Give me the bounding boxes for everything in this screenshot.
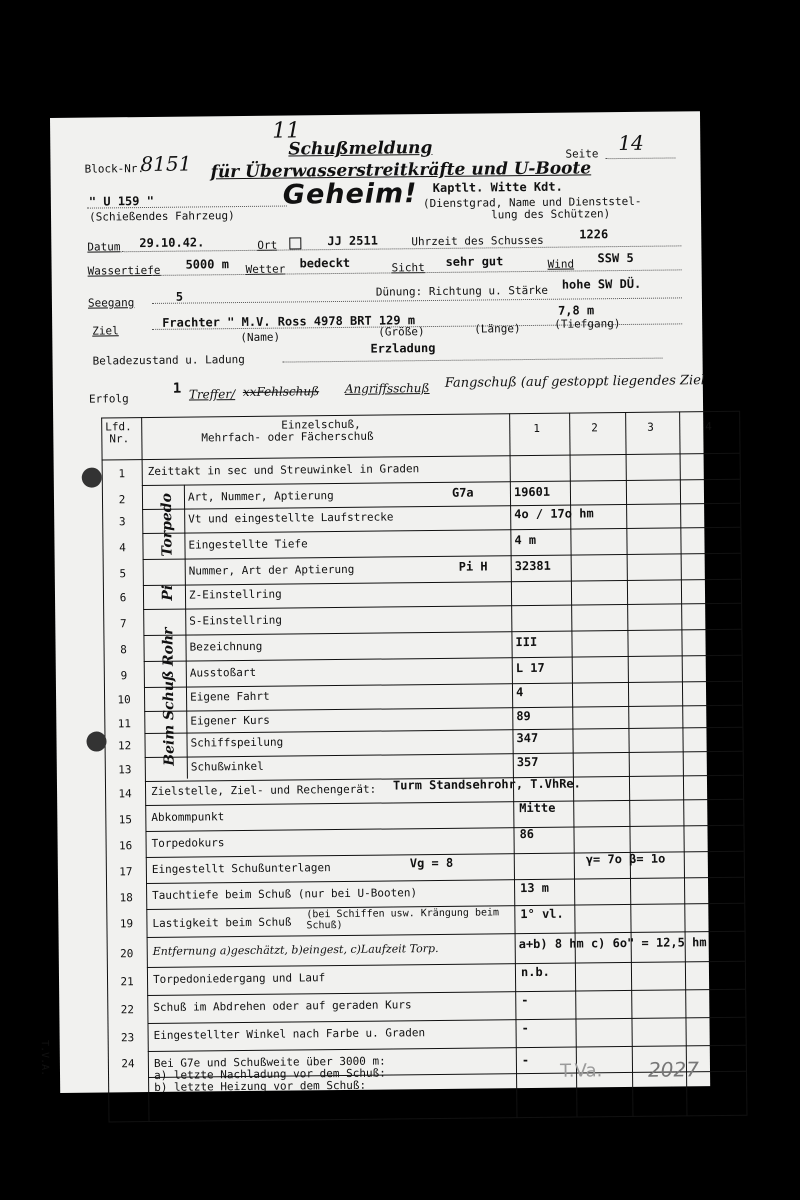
row-24-extra: a) letzte Nachladung vor dem Schuß: xyxy=(153,1066,386,1082)
block-nr-label: Block-Nr. xyxy=(84,162,145,176)
angriffsschuss-label: Angriffsschuß xyxy=(344,381,430,396)
row-3-num: 3 xyxy=(118,515,126,529)
seite-dots xyxy=(605,157,675,159)
officer-caption-2: lung des Schützen) xyxy=(490,207,611,222)
row-5-label: Nummer, Art der Aptierung xyxy=(188,562,355,578)
row-22-value: - xyxy=(521,993,529,1008)
row-3-label: Vt und eingestellte Laufstrecke xyxy=(188,510,394,526)
col-3-header: 3 xyxy=(647,420,654,434)
block-nr-value: 8151 xyxy=(140,151,192,177)
uhrzeit-value: 1226 xyxy=(579,227,609,242)
ziel-tiefgang-value: 7,8 m xyxy=(557,303,595,318)
ziel-label: Ziel xyxy=(92,324,119,338)
seite-label: Seite xyxy=(565,147,599,161)
row-8-num: 8 xyxy=(120,643,127,657)
head-desc1: Einzelschuß, xyxy=(281,417,361,432)
groesse-caption: (Größe) xyxy=(378,325,425,339)
marginal-mark: 11 xyxy=(272,118,301,144)
punch-hole-top xyxy=(82,467,102,487)
beladung-label: Beladezustand u. Ladung xyxy=(92,352,245,368)
fangschuss-label: Fangschuß (auf gestoppt liegendes Ziel xyxy=(444,373,706,391)
row-6-num: 6 xyxy=(119,591,127,605)
ort-label: Ort xyxy=(257,238,278,252)
erfolg-label: Erfolg xyxy=(88,392,129,406)
row-21-num: 21 xyxy=(120,975,134,989)
col-4-header: 4 xyxy=(705,420,712,434)
row-6-label: Z-Einstellring xyxy=(188,587,282,602)
row-2-num: 2 xyxy=(118,493,126,507)
duenung-value: hohe SW DÜ. xyxy=(561,276,642,292)
row-12-value: 347 xyxy=(516,730,539,746)
seite-value: 14 xyxy=(618,130,644,156)
row-22-label: Schuß im Abdrehen oder auf geraden Kurs xyxy=(153,998,412,1014)
seegang-label: Seegang xyxy=(87,296,135,310)
row-1-label: Zeittakt in sec und Streuwinkel in Graden xyxy=(147,462,420,478)
row-5-extra: Pi H xyxy=(458,559,488,574)
row-13-label: Schußwinkel xyxy=(190,759,264,774)
row-8-label: Bezeichnung xyxy=(189,639,263,654)
boat-value: " U 159 " xyxy=(88,193,154,209)
wind-value: SSW 5 xyxy=(597,250,634,266)
beladung-dots xyxy=(283,358,663,363)
row-9-value: L 17 xyxy=(515,660,545,676)
row-22-num: 22 xyxy=(120,1003,135,1017)
group-rohr: Rohr xyxy=(160,627,177,667)
seegang-value: 5 xyxy=(175,289,184,304)
row-5-num: 5 xyxy=(119,567,127,581)
row-14-label: Zielstelle, Ziel- und Rechengerät: xyxy=(150,782,377,798)
group-beim-schuss: Beim Schuß xyxy=(160,670,178,766)
row-9-label: Ausstoßart xyxy=(189,665,257,680)
wetter-label: Wetter xyxy=(245,262,286,276)
col-1-header: 1 xyxy=(533,421,540,435)
col-2-header: 2 xyxy=(591,421,598,435)
row-18-value: 13 m xyxy=(520,880,550,896)
row-20-value: a+b) 8 hm c) 6o" = 12,5 hm xyxy=(518,935,707,952)
row-16-label: Torpedokurs xyxy=(151,836,225,850)
row-23-num: 23 xyxy=(120,1031,135,1045)
row-23-value: - xyxy=(521,1021,529,1036)
row-24-num: 24 xyxy=(121,1057,135,1071)
beladung-value: Erzladung xyxy=(370,340,436,356)
row-17-num: 17 xyxy=(119,865,133,879)
group-torpedo: Torpedo xyxy=(158,493,176,557)
officer-caption: (Dienstgrad, Name und Dienststel- xyxy=(422,194,642,211)
row-11-value: 89 xyxy=(516,708,531,724)
row-16-num: 16 xyxy=(118,839,133,853)
row-17-label: Eingestellt Schußunterlagen xyxy=(151,861,331,876)
ziel-value: Frachter " M.V. Ross 4978 BRT 129 m xyxy=(162,313,416,330)
row-11-num: 11 xyxy=(117,717,132,731)
group-pi: Pi xyxy=(159,584,177,601)
row-14-value: Turm Standsehrohr, T.VhRe. xyxy=(392,776,581,793)
row-10-value: 4 xyxy=(515,685,524,700)
row-18-label: Tauchtiefe beim Schuß (nur bei U-Booten) xyxy=(152,886,418,902)
row-2-label: Art, Nummer, Aptierung xyxy=(187,489,334,504)
document-page xyxy=(38,111,712,1094)
row-19-label: Lastigkeit beim Schuß xyxy=(152,915,292,930)
datum-label: Datum xyxy=(87,240,121,254)
row-19-extra: (bei Schiffen usw. Krängung beim Schuß) xyxy=(306,907,500,932)
row-21-value: n.b. xyxy=(520,964,550,980)
wind-label: Wind xyxy=(547,257,575,271)
punch-hole-bottom xyxy=(86,731,106,751)
row-21-label: Torpedoniedergang und Lauf xyxy=(152,971,326,986)
sicht-value: sehr gut xyxy=(445,254,504,269)
wetter-value: bedeckt xyxy=(299,255,351,271)
row-15-label: Abkommpunkt xyxy=(151,810,225,824)
tiefgang-caption: (Tiefgang) xyxy=(554,317,621,331)
row-5-value: 32381 xyxy=(514,558,551,574)
name-caption: (Name) xyxy=(240,330,281,345)
row-4-value: 4 m xyxy=(514,532,537,548)
officer-value: Kaptlt. Witte Kdt. xyxy=(432,179,563,195)
ort-checkbox xyxy=(289,237,301,249)
boat-caption: (Schießendes Fahrzeug) xyxy=(88,209,235,224)
duenung-label: Dünung: Richtung u. Stärke xyxy=(375,283,549,299)
wassertiefe-label: Wassertiefe xyxy=(87,263,161,278)
row-2-value: 19601 xyxy=(513,484,551,500)
geheim-stamp: Geheim! xyxy=(282,178,418,211)
treffer-label: Treffer/ xyxy=(188,387,236,402)
row-15-value: Mitte xyxy=(519,800,556,816)
datum-value: 29.10.42. xyxy=(139,235,205,251)
row-10-num: 10 xyxy=(117,693,131,707)
fehlschuss-label: xxFehlschuß xyxy=(242,384,320,399)
row-20-num: 20 xyxy=(120,947,134,961)
row-24-value: - xyxy=(521,1053,530,1068)
head-nr: Nr. xyxy=(109,432,130,446)
row-8-value: III xyxy=(515,634,538,650)
row-18-num: 18 xyxy=(119,891,133,905)
head-desc2: Mehrfach- oder Fächerschuß xyxy=(201,429,374,445)
row-19-value: 1° vl. xyxy=(520,906,564,922)
ort-value: JJ 2511 xyxy=(327,233,378,249)
row-14-num: 14 xyxy=(118,787,132,801)
row-7-num: 7 xyxy=(119,617,127,631)
row-11-label: Eigener Kurs xyxy=(190,713,270,728)
row-2-extra: G7a xyxy=(451,485,474,500)
row-13-value: 357 xyxy=(516,754,539,770)
row-15-num: 15 xyxy=(118,813,133,827)
row-17-extra: Vg = 8 xyxy=(409,855,454,871)
row-1-num: 1 xyxy=(118,467,126,481)
wassertiefe-value: 5000 m xyxy=(185,257,229,272)
laenge-caption: (Länge) xyxy=(474,322,521,336)
form-subtitle: für Überwasserstreitkräfte und U-Boote xyxy=(210,158,592,183)
sicht-label: Sicht xyxy=(391,261,425,275)
row-24-extra2: b) letzte Heizung vor dem Schuß: xyxy=(154,1078,367,1094)
row-16-value: 86 xyxy=(519,826,535,842)
row-23-label: Eingestellter Winkel nach Farbe u. Graden xyxy=(153,1026,426,1042)
erfolg-count: 1 xyxy=(172,380,182,397)
head-lfd: Lfd. xyxy=(105,420,132,434)
row-12-num: 12 xyxy=(117,739,132,753)
row-20-label: Entfernung a)geschätzt, b)eingest, c)Laufzeit Torp. xyxy=(152,941,439,958)
row-24-label: Bei G7e und Schußweite über 3000 m: xyxy=(153,1054,386,1070)
uhrzeit-label: Uhrzeit des Schusses xyxy=(411,233,544,249)
stamp-number: 2027 xyxy=(647,1057,700,1082)
row-10-label: Eigene Fahrt xyxy=(190,689,270,704)
row-4-label: Eingestellte Tiefe xyxy=(188,537,308,552)
row-19-num: 19 xyxy=(119,917,134,931)
tva-side-label: T.V.A. xyxy=(38,1039,51,1077)
row-4-num: 4 xyxy=(119,541,126,555)
form-title: Schußmeldung xyxy=(288,137,433,160)
row-13-num: 13 xyxy=(118,763,132,777)
shot-table xyxy=(101,411,746,1123)
row-17-value: γ= 7o β= 1o xyxy=(585,851,666,867)
stamp-tva: T.Va. xyxy=(559,1060,603,1082)
row-9-num: 9 xyxy=(120,669,128,683)
row-7-label: S-Einstellring xyxy=(189,613,283,628)
seegang-dots xyxy=(152,297,682,304)
row-3-value: 4o / 17o hm xyxy=(514,506,594,522)
row-12-label: Schiffspeilung xyxy=(190,735,284,750)
